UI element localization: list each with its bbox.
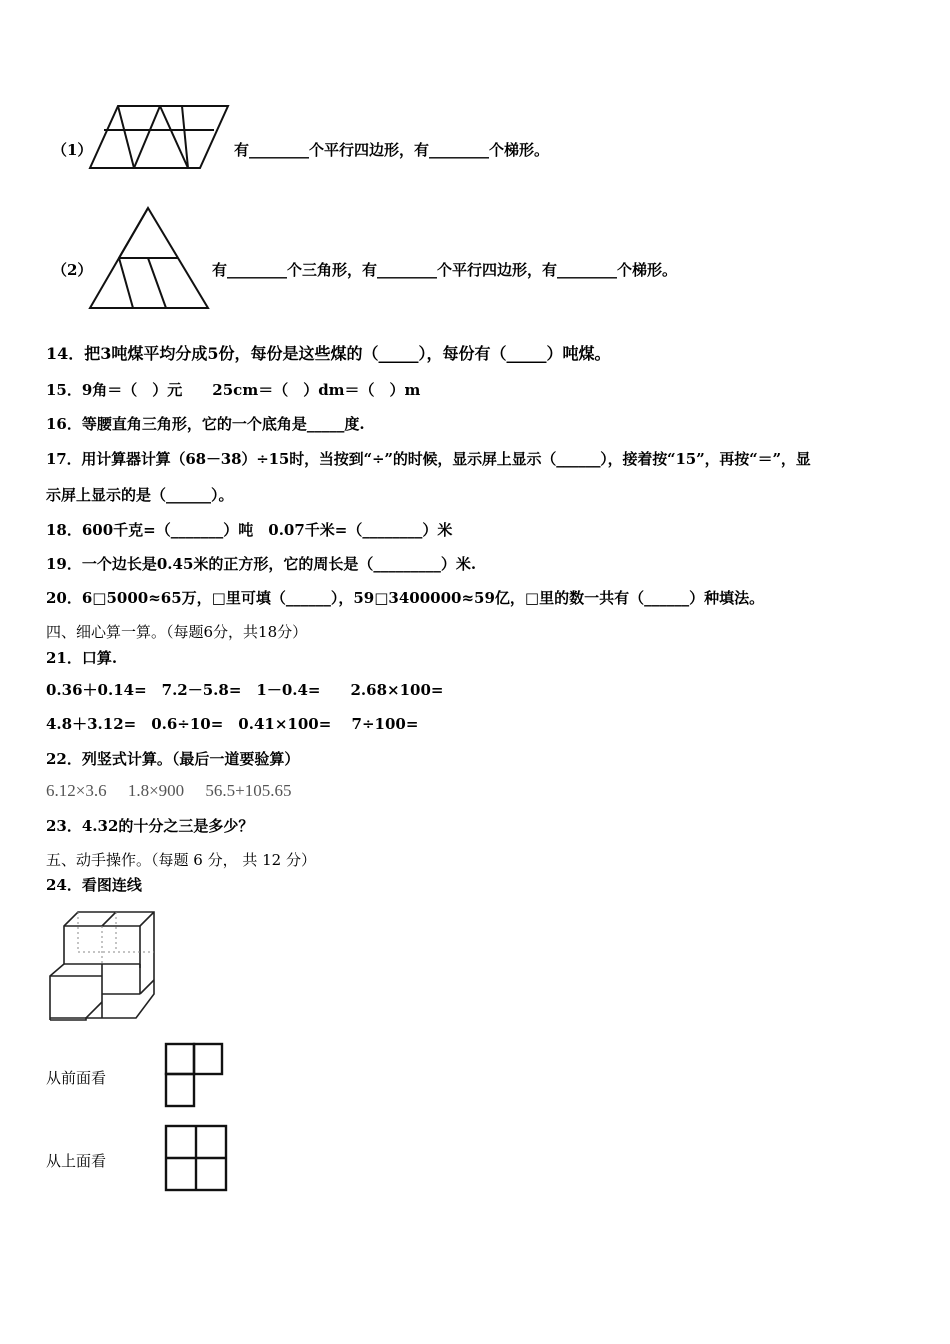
section-4-heading: 四、细心算一算。（每题6分，共18分） [46,623,308,641]
question-21-title: 21．口算. [46,649,118,667]
q13-sub2-text: 有________个三角形，有________个平行四边形，有________个梯形。 [212,261,678,279]
question-21-row1: 0.36＋0.14= 7.2－5.8= 1－0.4= 2.68×100= [46,681,444,699]
q13-sub1-text: 有________个平行四边形，有________个梯形。 [234,141,550,159]
q13-sub2-label: （2） [52,261,93,279]
front-view-label: 从前面看 [46,1069,107,1087]
question-14: 14．把3吨煤平均分成5份，每份是这些煤的（_____），每份有（_____）吨煤。 [46,344,611,363]
question-15: 15．9角＝（ ）元 25cm＝（ ）dm＝（ ）m [46,381,421,399]
question-20: 20．6□5000≈65万，□里可填（______），59□3400000≈59亿，□里的数一共有（______）种填法。 [46,589,765,607]
cube-stack-figure [46,906,158,1024]
front-view-figure [164,1042,224,1108]
question-24-title: 24．看图连线 [46,876,142,894]
question-17-line2: 示屏上显示的是（______）。 [46,486,234,504]
parallelogram-figure [88,104,230,170]
top-view-label: 从上面看 [46,1152,107,1170]
question-19: 19．一个边长是0.45米的正方形，它的周长是（_________）米. [46,555,477,573]
question-17-line1: 17．用计算器计算（68－38）÷15时，当按到“÷”的时候，显示屏上显示（______），接着按“15”，再按“＝”，显 [46,450,811,468]
question-16: 16．等腰直角三角形，它的一个底角是_____度. [46,415,365,433]
question-21-row2: 4.8＋3.12= 0.6÷10= 0.41×100= 7÷100= [46,715,419,733]
q13-sub1-label: （1） [52,141,93,159]
question-23: 23．4.32的十分之三是多少？ [46,817,254,835]
triangle-figure [88,206,210,310]
question-22-title: 22．列竖式计算。（最后一道要验算） [46,750,300,768]
question-18: 18．600千克=（_______）吨 0.07千米=（________）米 [46,521,453,539]
question-22-expressions: 6.12×3.6 1.8×900 56.5+105.65 [46,781,292,800]
top-view-figure [164,1124,228,1192]
section-5-heading: 五、动手操作。（每题 6 分， 共 12 分） [46,851,316,869]
